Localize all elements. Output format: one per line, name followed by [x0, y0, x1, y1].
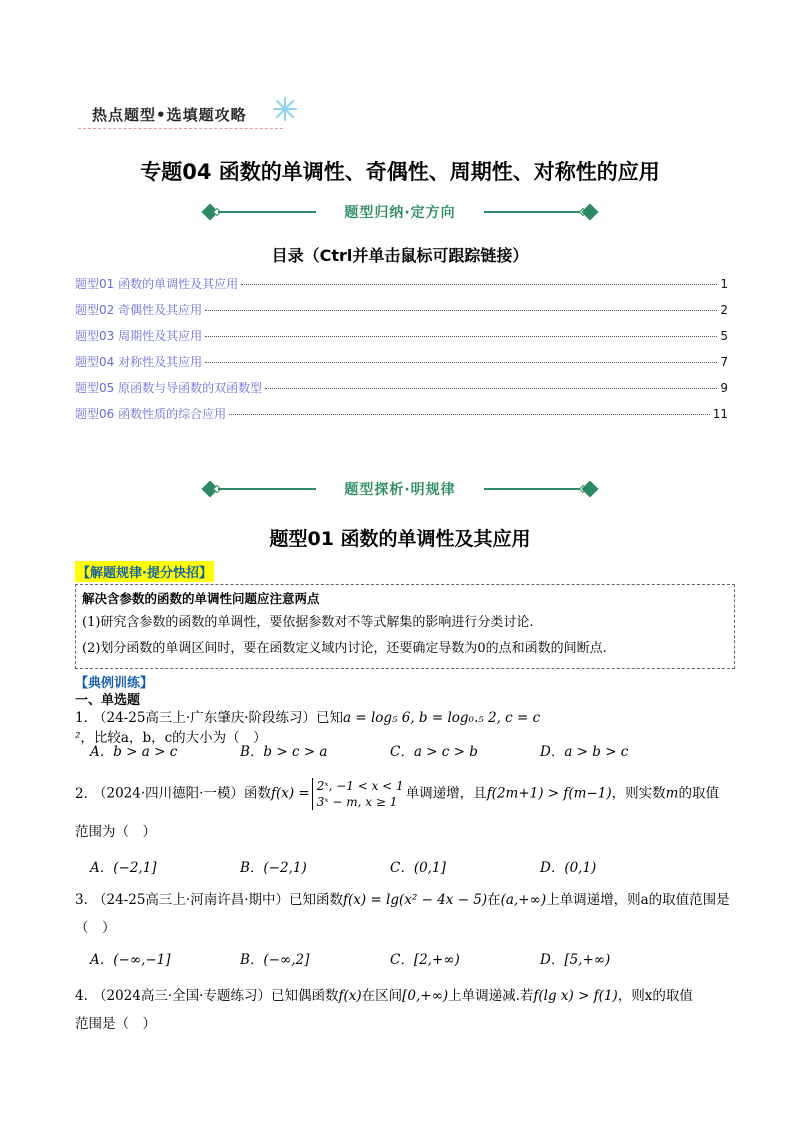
question-3-cont — [75, 918, 735, 938]
toc-page: 11 — [712, 407, 728, 421]
question-number: 4． — [75, 988, 98, 1004]
tips-box — [75, 584, 735, 669]
tips-heading: 解决含参数的函数的单调性问题应注意两点 — [82, 591, 320, 606]
question-tail: 上单调递增，则a的取值范围是 — [546, 892, 730, 908]
toc-link[interactable] — [75, 301, 728, 327]
option-c[interactable]: C．a > c > b — [390, 744, 478, 760]
math-expression: a = log₅ 6, b = log₀.₅ 2, c = c ² — [75, 710, 541, 746]
toc-label[interactable]: 题型02 奇偶性及其应用 — [75, 303, 203, 317]
option-d[interactable]: D．(0,1) — [540, 860, 597, 876]
toc-link[interactable] — [75, 353, 728, 379]
banner-text: 题型归纳·定方向 — [344, 205, 456, 221]
document-title: 专题04 函数的单调性、奇偶性、周期性、对称性的应用 — [140, 160, 660, 184]
question-source: （2024·四川德阳·一模）函数 — [93, 785, 271, 802]
choice-heading: 一、单选题 — [75, 693, 141, 708]
toc-label[interactable]: 题型04 对称性及其应用 — [75, 355, 203, 369]
question-tail: ，则实数 — [611, 785, 666, 802]
question-mid: 上单调递减.若 — [448, 988, 534, 1004]
option-d[interactable]: D．a > b > c — [540, 744, 629, 760]
options-1 — [90, 740, 690, 760]
toc-page: 2 — [720, 303, 728, 317]
question-mid: 单调递增，且 — [405, 785, 487, 802]
toc-link[interactable] — [75, 379, 728, 405]
snowflake-icon — [272, 96, 298, 122]
question-2 — [75, 778, 735, 810]
toc-link[interactable] — [75, 275, 728, 301]
section-title: 题型01 函数的单调性及其应用 — [269, 528, 531, 550]
question-source: （2024高三·全国·专题练习）已知偶函数 — [93, 988, 339, 1004]
toc-page: 1 — [720, 277, 728, 291]
math-function: f(x) — [338, 988, 362, 1004]
option-d[interactable]: D．[5,+∞) — [540, 952, 611, 968]
math-expression: f(x) = lg(x² − 4x − 5) — [343, 892, 488, 908]
question-continuation: 范围是（ ） — [75, 1016, 156, 1032]
toc-label[interactable]: 题型03 周期性及其应用 — [75, 329, 203, 343]
piece-2: 3ˣ − m, x ≥ 1 — [316, 795, 398, 809]
piece-1: 2ˣ, −1 < x < 1 — [316, 779, 404, 793]
options-2 — [90, 856, 690, 876]
question-2-cont — [75, 822, 735, 842]
tips-tag: 【解题规律·提分快招】 — [75, 561, 214, 582]
table-of-contents — [75, 275, 728, 431]
toc-link[interactable] — [75, 405, 728, 431]
header-divider — [78, 128, 283, 129]
question-tail: 的取值 — [678, 785, 719, 802]
banner-analysis — [200, 477, 600, 501]
question-number: 3． — [75, 892, 98, 908]
banner-induction — [200, 200, 600, 224]
question-number: 1． — [75, 710, 98, 726]
question-source: （24-25高三上·广东肇庆·阶段练习）已知 — [93, 710, 344, 726]
toc-page: 9 — [720, 381, 728, 395]
toc-page: 5 — [720, 329, 728, 343]
toc-label[interactable]: 题型05 原函数与导函数的双函数型 — [75, 381, 263, 395]
math-inequality: f(2m+1) > f(m−1) — [486, 785, 612, 802]
math-function: f(x) = — [270, 785, 310, 802]
option-c[interactable]: C．(0,1] — [390, 860, 446, 876]
question-source: （24-25高三上·河南许昌·期中）已知函数 — [93, 892, 344, 908]
math-variable: m — [665, 785, 679, 802]
question-tail: ，则x的取值 — [617, 988, 693, 1004]
math-interval: [0,+∞) — [402, 988, 449, 1004]
question-4-cont — [75, 1014, 735, 1034]
option-b[interactable]: B．(−2,1) — [240, 860, 307, 876]
option-a[interactable]: A．(−∞,−1] — [90, 952, 171, 968]
toc-title: 目录（Ctrl并单击鼠标可跟踪链接） — [271, 246, 529, 265]
toc-label[interactable]: 题型01 函数的单调性及其应用 — [75, 277, 239, 291]
option-a[interactable]: A．(−2,1] — [90, 860, 157, 876]
question-mid: 在区间 — [361, 988, 403, 1004]
toc-page: 7 — [720, 355, 728, 369]
question-continuation: 范围为（ ） — [75, 824, 156, 840]
tips-line: (1)研究含参数的函数的单调性，要依据参数对不等式解集的影响进行分类讨论. — [82, 615, 534, 630]
option-c[interactable]: C．[2,+∞) — [390, 952, 460, 968]
header-tag: 热点题型•选填题攻略 — [92, 106, 247, 124]
piecewise-definition — [312, 778, 404, 810]
question-continuation: （ ） — [75, 920, 116, 936]
option-a[interactable]: A．b > a > c — [90, 744, 178, 760]
options-3 — [90, 948, 690, 968]
math-inequality: f(lg x) > f(1) — [533, 988, 618, 1004]
banner-text: 题型探析·明规律 — [344, 482, 456, 498]
toc-label[interactable]: 题型06 函数性质的综合应用 — [75, 407, 227, 421]
tips-line: (2)划分函数的单调区间时，要在函数定义域内讨论，还要确定导数为0的点和函数的间断点. — [82, 641, 607, 656]
toc-link[interactable] — [75, 327, 728, 353]
training-tag: 【典例训练】 — [75, 676, 154, 691]
question-tail: ，比较a，b，c的大小为（ ） — [80, 730, 267, 746]
option-b[interactable]: B．(−∞,2] — [240, 952, 310, 968]
question-3 — [75, 890, 735, 910]
question-number: 2． — [75, 785, 98, 802]
question-mid: 在 — [487, 892, 501, 908]
question-4 — [75, 986, 735, 1006]
option-b[interactable]: B．b > c > a — [240, 744, 328, 760]
math-interval: (a,+∞) — [500, 892, 547, 908]
